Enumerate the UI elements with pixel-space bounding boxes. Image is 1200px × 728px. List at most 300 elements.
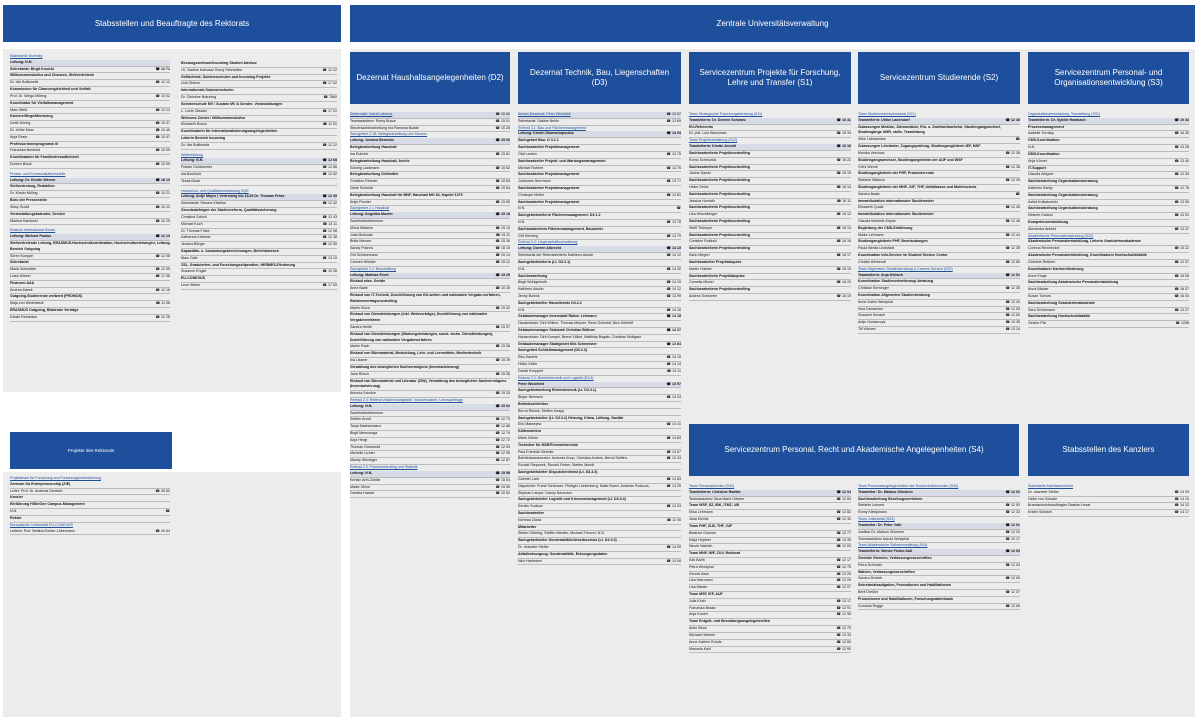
phone-extension: ☎ 16 22 — [836, 157, 851, 162]
entry-label: Birgit Mennomga — [350, 431, 378, 435]
entry-label: Brandschutzbeauftragter Bastian Hossl — [1028, 503, 1091, 508]
phone-extension: ☎ 13 79 — [666, 233, 681, 238]
phone-extension: ☎ 15 37 — [495, 325, 510, 329]
person-row — [181, 68, 337, 75]
entry-label: L. Luzie Olbadel — [181, 108, 207, 113]
phone-extension: ☎ 12 36 — [1005, 286, 1020, 291]
role-row — [858, 556, 1020, 563]
entry-label: Birgit Wohlgemuth — [518, 280, 548, 285]
entry-label: Christian Berninger — [858, 286, 889, 291]
entry-label: Verwaltung des beweglichen Sachvermögens (Inventarisierung) — [350, 364, 460, 369]
phone-extension: ☎ 12 55 — [322, 242, 337, 247]
entry-label: Uria Ohlens — [181, 81, 200, 86]
phone-extension: ☎ 12 04 — [836, 489, 851, 494]
phone-extension: ☎ 13 35 — [1005, 320, 1020, 325]
header-s4: Servicezentrum Personal, Recht und Akademische Angelegenheiten (S4) — [689, 424, 1019, 476]
column-s2 — [858, 112, 1020, 402]
phone-extension: ☎ 13 40 — [1174, 158, 1189, 163]
phone-extension: ☎ 12 13 — [155, 234, 170, 239]
section-title[interactable]: Team Projektverwaltung (S12) — [689, 138, 738, 143]
role-row — [181, 263, 337, 270]
entry-label: Einkauf von Dienstleistungen (inkl. Werkverträge), Durchführung von nationalen Vergabeverfahren — [350, 312, 488, 323]
person-row — [518, 294, 681, 301]
role-row — [518, 429, 681, 436]
phone-extension: ☎ 15 62 — [495, 165, 510, 170]
person-row — [689, 633, 851, 640]
phone-extension: ☎ 13 77 — [666, 179, 681, 184]
phone-extension: ☎ 12 38 — [1005, 164, 1020, 169]
phone-extension: ☎ — [1015, 137, 1020, 142]
entry-label: Doreen Block — [10, 162, 32, 166]
person-row — [350, 126, 510, 133]
phone-extension: ☎ 14 17 — [1174, 510, 1189, 515]
entry-label: Anja Körner — [1028, 158, 1047, 163]
section-title[interactable]: Referat 2.5: Finanzcontrolling und Statistik — [350, 465, 418, 470]
section-title[interactable]: Presse- und Kommunikationsstelle — [10, 171, 66, 176]
entry-label: Ina Lissner — [350, 358, 368, 363]
role-row — [1028, 166, 1189, 173]
role-row — [1028, 193, 1189, 200]
entry-label: Anne-Katrin Westphal — [858, 299, 893, 304]
phone-extension: ☎ 10 09 — [155, 148, 170, 153]
role-row — [518, 274, 681, 281]
section-title[interactable]: Team Personalservice (S41) — [689, 484, 735, 488]
phone-extension: ☎ 12 45 — [1005, 205, 1020, 210]
entry-label: Zentrum für Entrepreneurship (ZfE) — [10, 481, 71, 486]
entry-label: Sachgebietsleiter (Lt. D3.3.2) Heizung, Klima, Lüftung, Sanitär — [518, 415, 624, 420]
role-row — [1028, 253, 1189, 260]
section-title[interactable]: Referat 3.3: Betriebstechnik und Logistik (D3.3) — [518, 375, 594, 380]
phone-extension: ☎ 12 22 — [322, 67, 337, 72]
phone-extension: ☎ 17 06 — [155, 274, 170, 278]
role-row — [518, 159, 681, 166]
section-title[interactable]: Team Strategische Forschungsberatung (S11) — [689, 112, 763, 116]
phone-extension: ☎ 14 09 — [666, 545, 681, 549]
person-row — [689, 647, 851, 654]
role-row — [350, 279, 510, 286]
role-row — [858, 273, 1020, 280]
phone-extension: ☎ 14 12 — [666, 287, 681, 292]
entry-label: Internationale Sommerschulen — [181, 88, 234, 93]
phone-extension: ☎ 12 66 — [322, 165, 337, 170]
role-row — [10, 155, 170, 162]
role-row — [689, 192, 851, 199]
phone-extension: ☎ 10 12 — [155, 204, 170, 209]
entry-label: Mitarbeiter — [518, 524, 537, 529]
column-projekte — [10, 476, 170, 715]
header-d3: Dezernat Technik, Bau, Liegenschaften (D3) — [518, 52, 681, 104]
person-row — [181, 81, 337, 88]
role-row — [1028, 179, 1189, 186]
person-row — [181, 122, 337, 129]
phone-extension: ☎ 13 37 — [1174, 226, 1189, 231]
entry-label: Jana Kleintz — [689, 517, 709, 522]
entry-label: Astrid Kolkatzreski — [1028, 199, 1058, 204]
phone-extension: ☎ 13 27 — [1174, 307, 1189, 312]
entry-label: Elisabeth Rosch — [181, 122, 207, 127]
phone-extension: ☎ 13 43 — [666, 456, 681, 461]
phone-extension: ☎ 10 26 — [322, 269, 337, 274]
phone-extension: ☎ 12 17 — [836, 557, 851, 562]
person-row — [350, 226, 510, 233]
role-row — [518, 200, 681, 207]
entry-label: Teamleiterin: Dr. Doreen Schwarz — [689, 117, 746, 122]
entry-label: Kältemonteur — [518, 429, 542, 434]
entry-label: Leitung: Dr. Kirstin Werner — [10, 177, 56, 182]
person-row — [689, 531, 851, 538]
entry-label: Dr. phil. Lola Wosslman — [689, 131, 727, 136]
phone-extension: ☎ 10 21 — [155, 191, 170, 196]
role-row — [689, 274, 851, 281]
entry-label: Stephan Lampe, Danny Neumann — [518, 490, 573, 495]
section-title[interactable]: Sachgebiet 2.2: Beschaffung — [350, 266, 396, 271]
entry-label: Daniel Kreppert — [518, 368, 543, 373]
role-row — [858, 523, 1020, 530]
role-row — [858, 212, 1020, 219]
person-row — [518, 287, 681, 294]
phone-extension: ☎ 14 12 — [1174, 503, 1189, 508]
entry-label: Ikenen Dezernat: Peter Wickfeldt — [518, 112, 571, 116]
phone-extension: ☎ 12 46 — [1005, 219, 1020, 223]
person-row — [689, 267, 851, 274]
phone-extension: ☎ 15 39 — [495, 358, 510, 363]
entry-label: Anne Bade — [350, 286, 368, 291]
entry-label: Susanne Engler — [181, 269, 207, 274]
role-row — [858, 490, 1020, 497]
entry-label: Hausmeister: Dirk Kumpel, Bernd Völkel, Matthias Bogatz, Christian Wolfgast — [518, 334, 641, 339]
entry-label: Till Wichert — [858, 327, 876, 331]
phone-extension: ☎ 14 16 — [666, 307, 681, 312]
person-row — [181, 235, 337, 242]
section-title[interactable]: Team Studierendensekretariat (S21) — [858, 112, 916, 116]
role-row — [689, 151, 851, 158]
section-title[interactable]: Europäische Universität EU-CONEXUS — [10, 522, 73, 527]
entry-label: Sachbearbeiterin Projektakquise — [689, 273, 745, 278]
phone-extension: ☎ 12 96 — [836, 612, 851, 617]
phone-extension: ☎ 18 13 — [155, 177, 170, 182]
person-row — [10, 219, 170, 226]
section-title[interactable]: Referat 3.1: Bau und Flächenmanagement — [518, 125, 586, 130]
phone-extension: ☎ 12 18 — [155, 287, 170, 292]
entry-label: Sachbearbeiter Projekt- und Wartungsmanagement — [518, 158, 606, 163]
role-row — [689, 524, 851, 531]
phone-extension: ☎ 16 12 — [836, 212, 851, 217]
section-title[interactable]: Sachgebiet 2.1 Haushalt — [350, 206, 390, 211]
entry-label: N.N. — [518, 307, 526, 312]
entry-label: Kanzler — [10, 495, 23, 500]
entry-label: Leitung: Kristin Diamantopoulos — [518, 131, 574, 136]
phone-extension: ☎ 13 97 — [666, 112, 681, 116]
person-row — [689, 572, 851, 579]
phone-extension: ☎ 12 88 — [495, 424, 510, 429]
person-row — [181, 165, 337, 172]
entry-label: Betriebshandwerker: Andreas Knop, Christian Anders, Bernd Steffen, — [518, 456, 628, 461]
person-row — [350, 411, 510, 418]
entry-label: Sachbearbeiterin Projektcontrolling — [689, 205, 750, 210]
role-row — [858, 144, 1020, 151]
entry-label: N.N. — [10, 509, 18, 514]
entry-label: Finanzen AAA — [10, 280, 35, 285]
entry-label: Einkauf wiss. Geräte — [350, 279, 386, 284]
phone-extension: ☎ 12 44 — [1005, 232, 1020, 237]
section-title[interactable]: Team Akademische Selbstverwaltung (S44) — [858, 543, 928, 548]
entry-label: Studiengangleiterin PHF, Beurlaubungen — [858, 239, 928, 244]
entry-label: Cornelia Mickel — [689, 280, 714, 285]
role-row — [518, 443, 681, 450]
entry-label: Dr. Ulrike Marz — [10, 127, 34, 132]
entry-label: Leiterin: Prof. Bettina Eichler-Löbermann — [10, 528, 75, 533]
phone-extension: ☎ 12 93 — [495, 444, 510, 449]
person-row — [518, 220, 681, 227]
person-row — [518, 152, 681, 159]
entry-label: Stefanie Lehnert — [858, 503, 885, 508]
section-title[interactable]: Sachgebiet 2.1B: Belegbearbeitung und Steuern — [350, 132, 428, 137]
entry-label: Dr. Jeanette Stelter — [518, 545, 549, 549]
role-row — [181, 276, 337, 283]
person-row — [1028, 503, 1189, 510]
entry-label: Lisa Harrmann — [689, 578, 713, 583]
person-row — [350, 478, 510, 485]
person-row — [10, 301, 170, 308]
entry-label: Koordinatorin Karriereförderung — [1028, 266, 1084, 271]
entry-label: Teamassistenz: Romy Braun — [350, 118, 396, 123]
section-title[interactable]: Rostock International House — [10, 228, 56, 233]
person-row — [689, 497, 851, 504]
entry-label: Leiterin Bereich Incoming — [181, 135, 226, 140]
phone-extension: ☎ 10 22 — [1174, 246, 1189, 251]
entry-label: Manuela Kahl — [689, 646, 711, 651]
entry-label: Gebäudemanager Südstadt Christian Büttner — [518, 328, 596, 332]
role-row — [1028, 301, 1189, 308]
entry-label: Steffi Thümper — [689, 225, 713, 230]
entry-label: Sachbearbeitung Organisationsberatung — [1028, 179, 1098, 184]
entry-label: Norman Zülow — [518, 517, 542, 522]
person-row — [689, 199, 851, 206]
section-title[interactable]: Stabsstelle Arbeitssicherheit — [1028, 484, 1073, 488]
phone-extension: ☎ 13 97 — [666, 381, 681, 386]
entry-label: Teamleiterin: Dr. Sybille Hambach — [1028, 117, 1086, 122]
entry-label: Kerstin Suckow — [518, 504, 543, 509]
phone-extension: ☎ 10 09 — [155, 162, 170, 166]
person-row — [1028, 159, 1189, 166]
phone-extension: ☎ 13 99 — [666, 293, 681, 298]
entry-label: EU-CONEXUS — [181, 276, 205, 281]
entry-label: Einkauf von IT-Technik, Durchführung von EU-weiten und nationalen Vergabe-verfahren, Rahmenvertragscontrolling — [350, 292, 501, 303]
person-row — [350, 152, 510, 159]
phone-extension: ☎ 15 16 — [495, 239, 510, 244]
entry-label: Sekretariat der Referatsleiterin Kathleen Awolin — [518, 253, 594, 258]
entry-label: Martin Rach — [350, 344, 370, 349]
entry-label: Sachbearbeitung Berufungsverfahren — [858, 496, 923, 501]
phone-extension: ☎ 12 77 — [836, 530, 851, 535]
entry-label: Zulassungen Medizin, Zahnmedizin, Ein- u. Zweifachbachelor, Studiengangwechsel, Studiengänge UMR, stellv. Teamleitung — [858, 124, 1002, 135]
phone-extension: ☎ 15 54 — [495, 477, 510, 482]
entry-label: Antonia Schulze — [350, 391, 376, 396]
header-stabsstellen: Stabsstellen und Beauftragte des Rektorats — [3, 5, 341, 42]
entry-label: Anke Block — [689, 626, 707, 631]
role-row — [10, 60, 170, 67]
section-title[interactable]: Team Personalangelegenheiten der Hochschullehrenden (S42) — [858, 484, 959, 488]
phone-extension: ☎ 16 06 — [1174, 273, 1189, 278]
role-row — [689, 125, 851, 132]
entry-label: Kathleen Barby — [1028, 185, 1053, 190]
entry-label: Romy Kleinjohann — [858, 510, 888, 515]
person-row — [858, 307, 1020, 314]
person-row — [350, 246, 510, 253]
header-d2: Dezernat Haushaltsangelegenheiten (D2) — [350, 52, 510, 104]
role-row — [518, 186, 681, 193]
phone-extension: ☎ 12 57 — [1174, 259, 1189, 264]
phone-extension: ☎ 16 19 — [836, 266, 851, 271]
role-row — [10, 142, 170, 149]
entry-label: Sachgebiet Bau: D 3.1.1 — [518, 138, 559, 143]
phone-extension: ☎ 15 35 — [495, 286, 510, 291]
phone-extension: ☎ 12 04 — [1005, 562, 1020, 567]
role-row — [1028, 239, 1189, 246]
phone-extension: ☎ 16 19 — [836, 293, 851, 298]
person-row — [350, 186, 510, 193]
phone-extension: ☎ 14 14 — [666, 362, 681, 367]
phone-extension: ☎ 12 82 — [836, 510, 851, 515]
entry-label: Christin Behrendt — [858, 259, 886, 264]
role-row — [350, 145, 510, 152]
person-row — [350, 485, 510, 492]
entry-label: Steuersachbearbeitung Ina Ramona Budde — [350, 125, 420, 130]
person-row — [858, 590, 1020, 597]
entry-label: Lisa Hirschberger — [689, 212, 718, 217]
role-row — [689, 233, 851, 240]
section-title[interactable]: Stabsstelle Diversity — [10, 54, 43, 58]
phone-extension: ☎ 12 26 — [155, 314, 170, 319]
section-title[interactable] — [350, 112, 510, 119]
entry-label: Studiengangswechsel, Studiengangleiterin der AUF und WSF — [858, 157, 963, 162]
person-row — [518, 321, 681, 328]
person-row — [518, 463, 681, 470]
entry-label: Andrea Marek — [10, 287, 33, 292]
person-row — [1028, 497, 1189, 504]
phone-extension: ☎ 15 26 — [495, 125, 510, 130]
section-title[interactable]: Team Allgemeine Studienberatung & Careers Service (S22) — [858, 266, 953, 271]
section-title[interactable]: Organisationsentwicklung, Teamleitung (S31) — [1028, 112, 1101, 116]
entry-label: Ina Eubrich — [350, 151, 369, 156]
person-row — [350, 260, 510, 267]
entry-label: Lisa Mahler — [689, 585, 708, 590]
phone-extension: ☎ 12 71 — [155, 66, 170, 71]
entry-label: Jana Rüsch — [350, 371, 369, 376]
entry-label: Dr. Kirstin Nölling — [10, 191, 38, 196]
phone-extension: ☎ 14 30 — [666, 266, 681, 271]
person-row — [350, 166, 510, 173]
phone-extension: ☎ 13 13 — [155, 107, 170, 112]
role-row — [1028, 152, 1189, 159]
phone-extension: ☎ 12 38 — [1005, 117, 1020, 122]
section-title[interactable]: Weiterbildung — [181, 152, 203, 157]
role-row — [10, 495, 170, 502]
person-row — [518, 531, 681, 538]
phone-extension: ☎ 12 01 — [1005, 522, 1020, 527]
entry-label: Anja Kunert — [689, 612, 708, 617]
role-row — [10, 184, 170, 191]
person-row — [1028, 274, 1189, 281]
person-row — [1028, 172, 1189, 179]
person-row — [181, 242, 337, 249]
person-row — [1028, 227, 1189, 234]
person-row — [689, 565, 851, 572]
entry-label: Koordination Studienorientierung/-beratung — [858, 279, 934, 284]
phone-extension: ☎ 16 07 — [1174, 287, 1189, 292]
person-row — [689, 185, 851, 192]
entry-label: Kerstin Arth-Zühlke — [350, 477, 381, 482]
person-row — [689, 226, 851, 233]
entry-label: Olaf Lewien — [518, 151, 537, 156]
entry-label: Bestungszentrum/Incoming Student Advisor — [181, 61, 257, 65]
entry-label: Team MSF, IEF, AUF — [689, 592, 723, 596]
section-title[interactable]: Projektteam für Forschung und Forschungsunterstützung — [10, 476, 101, 480]
phone-extension: ☎ 12 90 — [836, 646, 851, 651]
person-row — [10, 254, 170, 261]
phone-extension: ☎ 15 01 — [495, 118, 510, 123]
person-row — [689, 510, 851, 517]
entry-label: Dr. Ute Bultkowitz — [10, 80, 39, 85]
entry-label: Willkommenskultur und Chancen, Stellvertreterin — [10, 73, 95, 78]
person-row — [689, 131, 851, 138]
section-title[interactable]: Akademische Personalentwicklung (S32) — [1028, 233, 1094, 238]
entry-label: Jessica Börger — [181, 242, 205, 247]
entry-label: Zentrale Gremien, Verfassungsvorschriften — [858, 555, 932, 560]
role-row — [689, 219, 851, 226]
entry-label: Antje Fischer — [350, 199, 371, 204]
entry-label: Julia Moewatz — [350, 232, 373, 237]
entry-label: Janine Dawid — [689, 171, 711, 176]
person-row — [858, 286, 1020, 293]
person-row — [689, 585, 851, 592]
entry-label: Koordinator für Vielfaltsmanagement — [10, 100, 74, 105]
role-row — [858, 253, 1020, 260]
phone-extension: ☎ 10 02 — [155, 93, 170, 98]
entry-label: Sachbearbeitung Graduiertenakademie — [1028, 300, 1095, 305]
person-row — [10, 94, 170, 101]
phone-extension: ☎ 15 18 — [495, 212, 510, 217]
role-row — [518, 348, 681, 355]
phone-extension: ☎ 15 32 — [495, 305, 510, 310]
person-row — [518, 253, 681, 260]
section-title[interactable]: Referat 2.4: Referat Vollstreckungsstell, Insolvenzakter, Lohnsachfrage — [350, 397, 463, 402]
entry-label: Leitung: Jessica Benecke — [350, 138, 394, 143]
person-row — [350, 253, 510, 260]
person-row — [350, 233, 510, 240]
section-title[interactable]: Referat 3.2: Liegenschaftsverwaltung — [518, 240, 578, 245]
person-row — [518, 234, 681, 241]
entry-label: Teamassistenz Gina Marie Dittmer — [689, 496, 744, 501]
person-row — [518, 308, 681, 315]
section-title[interactable]: Team Justiziariat (S43) — [858, 517, 895, 522]
section-title[interactable]: Hochschul- und Qualitätsentwicklung HQE — [181, 188, 249, 193]
entry-label: Professorinnenprogramm III — [10, 141, 59, 146]
person-row — [1028, 321, 1189, 328]
person-row — [858, 530, 1020, 537]
phone-extension: ☎ 13 25 — [836, 571, 851, 576]
phone-extension: ☎ 11 96 — [155, 301, 170, 306]
phone-extension: ☎ 13 24 — [1005, 327, 1020, 331]
phone-extension: ☎ 12 09 — [155, 267, 170, 272]
entry-label: Sachgebietsleiter Sonderabfälle/Arbeitsschutz (Lt. D3.3.5) — [518, 538, 617, 543]
section-title[interactable] — [518, 112, 681, 119]
entry-label: Dr. Jeanette Stelter — [1028, 489, 1059, 494]
person-row — [350, 372, 510, 379]
entry-label: Sachbearbeiterin Projektcontrolling — [689, 191, 750, 196]
role-row — [181, 88, 337, 95]
person-row — [689, 626, 851, 633]
